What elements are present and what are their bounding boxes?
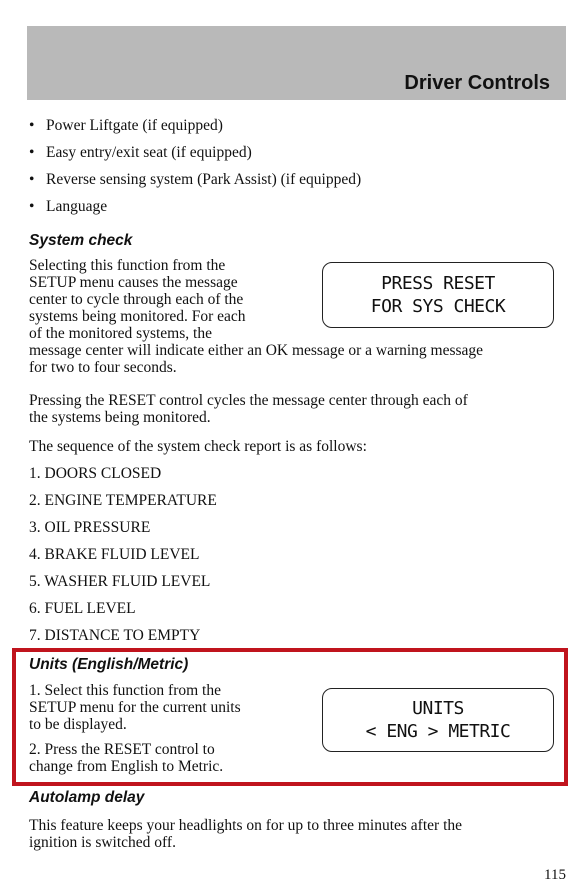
bullet-icon: • <box>29 144 35 161</box>
list-item: • Language <box>29 198 108 215</box>
units-step-1: 1. Select this function from the SETUP menu for the current units to be displayed. <box>29 682 241 733</box>
bullet-icon: • <box>29 198 35 215</box>
bullet-icon: • <box>29 117 35 134</box>
sequence-intro: The sequence of the system check report is as follows: <box>29 438 367 455</box>
autolamp-paragraph: This feature keeps your headlights on for up to three minutes after the ignition is switched off. <box>29 817 463 851</box>
list-item: 5. WASHER FLUID LEVEL <box>29 573 211 590</box>
page-number: 115 <box>544 867 566 883</box>
list-item: 6. FUEL LEVEL <box>29 600 136 617</box>
list-item: 7. DISTANCE TO EMPTY <box>29 627 201 644</box>
units-step-2: 2. Press the RESET control to change from English to Metric. <box>29 741 224 775</box>
list-item: 4. BRAKE FLUID LEVEL <box>29 546 200 563</box>
reset-paragraph: Pressing the RESET control cycles the message center through each of the systems being monitored. <box>29 392 468 426</box>
feature-bullet-list <box>29 117 361 225</box>
list-item: 1. DOORS CLOSED <box>29 465 162 482</box>
sequence-list <box>29 465 217 654</box>
list-item: • Easy entry/exit seat (if equipped) <box>29 144 252 161</box>
list-item: • Reverse sensing system (Park Assist) (if equipped) <box>29 171 362 188</box>
list-item: 2. ENGINE TEMPERATURE <box>29 492 217 509</box>
list-item: • Power Liftgate (if equipped) <box>29 117 223 134</box>
bullet-icon: • <box>29 171 35 188</box>
units-heading: Units (English/Metric) <box>29 656 189 673</box>
list-item: 3. OIL PRESSURE <box>29 519 151 536</box>
message-center-display-sys-check: PRESS RESET FOR SYS CHECK <box>322 262 554 328</box>
section-header-band <box>27 26 566 100</box>
system-check-heading: System check <box>29 232 133 249</box>
autolamp-heading: Autolamp delay <box>29 789 145 806</box>
section-title: Driver Controls <box>404 72 550 94</box>
message-center-display-units: UNITS < ENG > METRIC <box>322 688 554 752</box>
system-check-paragraph: Selecting this function from the SETUP menu causes the message center to cycle through each of the systems being monitored. For each of the monitored systems, the message center will indicate either an OK message or a warning message for two to four seconds. <box>29 257 484 376</box>
